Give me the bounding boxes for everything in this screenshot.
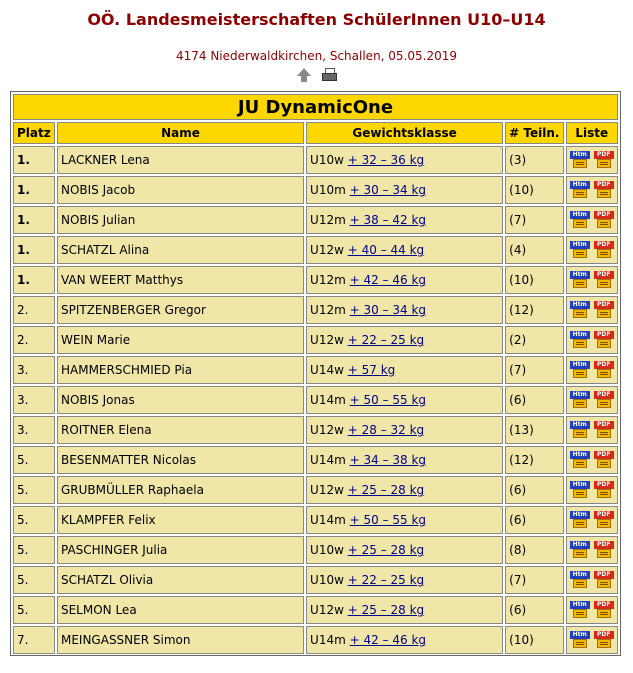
page-title: OÖ. Landesmeisterschaften SchülerInnen U10–U14 (87, 10, 546, 29)
age-class-label: U12w (310, 243, 344, 257)
weight-class-link[interactable]: + 28 – 32 kg (347, 423, 425, 437)
table-row (13, 296, 618, 324)
htm-list-icon[interactable]: Htm (570, 301, 590, 319)
liste-cell (566, 236, 619, 264)
htm-list-icon[interactable]: Htm (570, 451, 590, 469)
weight-class-link[interactable]: + 30 – 34 kg (349, 303, 427, 317)
table-row (13, 386, 618, 414)
pdf-list-icon[interactable]: PDF (594, 631, 614, 649)
column-header-liste: Liste (566, 122, 619, 144)
pdf-list-icon[interactable]: PDF (594, 241, 614, 259)
table-row (13, 506, 618, 534)
platz-cell: 3. (13, 386, 55, 414)
platz-cell: 5. (13, 536, 55, 564)
name-cell: BESENMATTER Nicolas (57, 446, 304, 474)
weight-class-link[interactable]: + 50 – 55 kg (349, 513, 427, 527)
platz-cell: 5. (13, 506, 55, 534)
gewichtsklasse-cell (306, 266, 503, 294)
weight-class-link[interactable]: + 50 – 55 kg (349, 393, 427, 407)
liste-cell (566, 146, 619, 174)
table-row (13, 176, 618, 204)
htm-list-icon[interactable]: Htm (570, 241, 590, 259)
results-table (11, 92, 620, 656)
htm-list-icon[interactable]: Htm (570, 571, 590, 589)
name-cell: HAMMERSCHMIED Pia (57, 356, 304, 384)
weight-class-link[interactable]: + 42 – 46 kg (349, 273, 427, 287)
name-cell: NOBIS Jacob (57, 176, 304, 204)
name-cell: SPITZENBERGER Gregor (57, 296, 304, 324)
age-class-label: U10w (310, 543, 344, 557)
age-class-label: U12m (310, 213, 346, 227)
liste-cell (566, 266, 619, 294)
liste-cell (566, 536, 619, 564)
htm-list-icon[interactable]: Htm (570, 181, 590, 199)
teilnehmer-cell: (8) (505, 536, 563, 564)
liste-cell (566, 566, 619, 594)
age-class-label: U12m (310, 273, 346, 287)
club-name: JU DynamicOne (13, 94, 618, 120)
age-class-label: U14m (310, 453, 346, 467)
liste-cell (566, 596, 619, 624)
pdf-list-icon[interactable]: PDF (594, 331, 614, 349)
htm-list-icon[interactable]: Htm (570, 271, 590, 289)
event-location-date: 4174 Niederwaldkirchen, Schallen, 05.05.2019 (175, 49, 458, 63)
name-cell: NOBIS Julian (57, 206, 304, 234)
gewichtsklasse-cell (306, 446, 503, 474)
pdf-list-icon[interactable]: PDF (594, 601, 614, 619)
pdf-list-icon[interactable]: PDF (594, 541, 614, 559)
age-class-label: U10w (310, 573, 344, 587)
pdf-list-icon[interactable]: PDF (594, 481, 614, 499)
table-row (13, 446, 618, 474)
name-cell: ROITNER Elena (57, 416, 304, 444)
age-class-label: U14m (310, 513, 346, 527)
weight-class-link[interactable]: + 34 – 38 kg (349, 453, 427, 467)
liste-cell (566, 506, 619, 534)
liste-cell (566, 326, 619, 354)
printer-icon[interactable] (322, 68, 336, 80)
name-cell: NOBIS Jonas (57, 386, 304, 414)
table-row (13, 326, 618, 354)
pdf-list-icon[interactable]: PDF (594, 271, 614, 289)
table-row (13, 416, 618, 444)
pdf-list-icon[interactable]: PDF (594, 151, 614, 169)
table-row (13, 596, 618, 624)
liste-cell (566, 626, 619, 654)
teilnehmer-cell: (10) (505, 176, 563, 204)
platz-cell: 3. (13, 416, 55, 444)
pdf-list-icon[interactable]: PDF (594, 511, 614, 529)
pdf-list-icon[interactable]: PDF (594, 361, 614, 379)
name-cell: KLAMPFER Felix (57, 506, 304, 534)
age-class-label: U14m (310, 633, 346, 647)
platz-cell: 5. (13, 446, 55, 474)
htm-list-icon[interactable]: Htm (570, 151, 590, 169)
pdf-list-icon[interactable]: PDF (594, 211, 614, 229)
table-row (13, 536, 618, 564)
gewichtsklasse-cell (306, 566, 503, 594)
htm-list-icon[interactable]: Htm (570, 541, 590, 559)
htm-list-icon[interactable]: Htm (570, 331, 590, 349)
platz-cell: 5. (13, 596, 55, 624)
liste-cell (566, 356, 619, 384)
up-arrow-icon[interactable] (297, 68, 311, 76)
column-header-teilnehmer: # Teiln. (505, 122, 563, 144)
pdf-list-icon[interactable]: PDF (594, 421, 614, 439)
weight-class-link[interactable]: + 38 – 42 kg (349, 213, 427, 227)
table-row (13, 266, 618, 294)
age-class-label: U10w (310, 153, 344, 167)
table-row (13, 236, 618, 264)
htm-list-icon[interactable]: Htm (570, 481, 590, 499)
teilnehmer-cell: (10) (505, 266, 563, 294)
platz-cell: 2. (13, 296, 55, 324)
htm-list-icon[interactable]: Htm (570, 421, 590, 439)
name-cell: SCHATZL Olivia (57, 566, 304, 594)
column-header-name: Name (57, 122, 304, 144)
name-cell: SCHATZL Alina (57, 236, 304, 264)
name-cell: PASCHINGER Julia (57, 536, 304, 564)
age-class-label: U14m (310, 393, 346, 407)
weight-class-link[interactable]: + 57 kg (347, 363, 396, 377)
htm-list-icon[interactable]: Htm (570, 511, 590, 529)
platz-cell: 5. (13, 476, 55, 504)
teilnehmer-cell: (6) (505, 386, 563, 414)
gewichtsklasse-cell (306, 206, 503, 234)
gewichtsklasse-cell (306, 416, 503, 444)
platz-cell: 2. (13, 326, 55, 354)
weight-class-link[interactable]: + 40 – 44 kg (347, 243, 425, 257)
age-class-label: U12w (310, 483, 344, 497)
pdf-list-icon[interactable]: PDF (594, 301, 614, 319)
teilnehmer-cell: (10) (505, 626, 563, 654)
gewichtsklasse-cell (306, 536, 503, 564)
column-header-platz: Platz (13, 122, 55, 144)
liste-cell (566, 206, 619, 234)
platz-cell: 7. (13, 626, 55, 654)
platz-cell: 1. (13, 206, 55, 234)
teilnehmer-cell: (6) (505, 596, 563, 624)
gewichtsklasse-cell (306, 596, 503, 624)
table-row (13, 476, 618, 504)
results-frame (10, 91, 621, 656)
liste-cell (566, 416, 619, 444)
name-cell: GRUBMÜLLER Raphaela (57, 476, 304, 504)
gewichtsklasse-cell (306, 386, 503, 414)
teilnehmer-cell: (6) (505, 476, 563, 504)
liste-cell (566, 446, 619, 474)
platz-cell: 1. (13, 176, 55, 204)
htm-list-icon[interactable]: Htm (570, 361, 590, 379)
table-row (13, 356, 618, 384)
table-row (13, 146, 618, 174)
weight-class-link[interactable]: + 30 – 34 kg (349, 183, 427, 197)
htm-list-icon[interactable]: Htm (570, 211, 590, 229)
platz-cell: 1. (13, 236, 55, 264)
weight-class-link[interactable]: + 22 – 25 kg (347, 573, 425, 587)
htm-list-icon[interactable]: Htm (570, 631, 590, 649)
liste-cell (566, 296, 619, 324)
pdf-list-icon[interactable]: PDF (594, 451, 614, 469)
teilnehmer-cell: (12) (505, 446, 563, 474)
teilnehmer-cell: (7) (505, 566, 563, 594)
platz-cell: 1. (13, 266, 55, 294)
pdf-list-icon[interactable]: PDF (594, 181, 614, 199)
gewichtsklasse-cell (306, 626, 503, 654)
htm-list-icon[interactable]: Htm (570, 601, 590, 619)
platz-cell: 1. (13, 146, 55, 174)
weight-class-link[interactable]: + 25 – 28 kg (347, 543, 425, 557)
weight-class-link[interactable]: + 32 – 36 kg (347, 153, 425, 167)
gewichtsklasse-cell (306, 476, 503, 504)
htm-list-icon[interactable]: Htm (570, 391, 590, 409)
teilnehmer-cell: (7) (505, 206, 563, 234)
table-row (13, 626, 618, 654)
weight-class-link[interactable]: + 42 – 46 kg (349, 633, 427, 647)
liste-cell (566, 386, 619, 414)
table-row (13, 206, 618, 234)
teilnehmer-cell: (2) (505, 326, 563, 354)
gewichtsklasse-cell (306, 506, 503, 534)
liste-cell (566, 476, 619, 504)
age-class-label: U12w (310, 423, 344, 437)
age-class-label: U12w (310, 333, 344, 347)
name-cell: VAN WEERT Matthys (57, 266, 304, 294)
gewichtsklasse-cell (306, 236, 503, 264)
name-cell: SELMON Lea (57, 596, 304, 624)
teilnehmer-cell: (6) (505, 506, 563, 534)
teilnehmer-cell: (3) (505, 146, 563, 174)
age-class-label: U14w (310, 363, 344, 377)
name-cell: WEIN Marie (57, 326, 304, 354)
platz-cell: 3. (13, 356, 55, 384)
teilnehmer-cell: (12) (505, 296, 563, 324)
teilnehmer-cell: (13) (505, 416, 563, 444)
liste-cell (566, 176, 619, 204)
gewichtsklasse-cell (306, 326, 503, 354)
teilnehmer-cell: (4) (505, 236, 563, 264)
table-row (13, 566, 618, 594)
gewichtsklasse-cell (306, 146, 503, 174)
column-header-gewichtsklasse: Gewichtsklasse (306, 122, 503, 144)
gewichtsklasse-cell (306, 176, 503, 204)
weight-class-link[interactable]: + 25 – 28 kg (347, 603, 425, 617)
gewichtsklasse-cell (306, 296, 503, 324)
name-cell: MEINGASSNER Simon (57, 626, 304, 654)
age-class-label: U12m (310, 303, 346, 317)
pdf-list-icon[interactable]: PDF (594, 571, 614, 589)
gewichtsklasse-cell (306, 356, 503, 384)
age-class-label: U12w (310, 603, 344, 617)
age-class-label: U10m (310, 183, 346, 197)
name-cell: LACKNER Lena (57, 146, 304, 174)
weight-class-link[interactable]: + 25 – 28 kg (347, 483, 425, 497)
platz-cell: 5. (13, 566, 55, 594)
weight-class-link[interactable]: + 22 – 25 kg (347, 333, 425, 347)
page-toolbar (0, 66, 633, 84)
pdf-list-icon[interactable]: PDF (594, 391, 614, 409)
teilnehmer-cell: (7) (505, 356, 563, 384)
